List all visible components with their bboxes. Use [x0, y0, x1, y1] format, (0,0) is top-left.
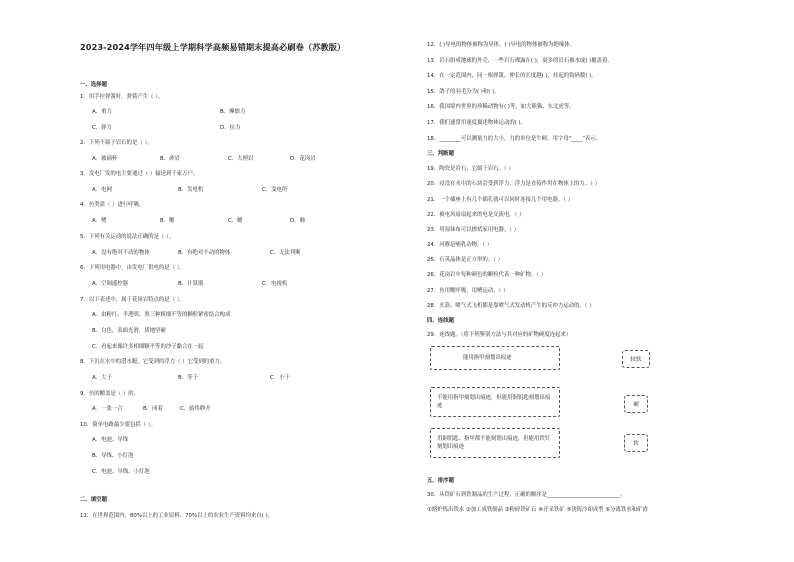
question: 9．鱼的鳃盖是（ ）的。 — [80, 391, 140, 397]
option: A．玻璃杯 — [92, 156, 118, 162]
section-heading: 五、排序题 — [427, 478, 454, 484]
question: 16．我国境内世界的珍稀动物有( )等，如大熊猫、东北虎等。 — [427, 104, 575, 110]
option: C．电池、导线、小灯泡 — [92, 469, 150, 475]
question: 27．鱼用鳃呼吸，用鳍运动。（ ） — [427, 288, 509, 294]
hardness-box-3 — [624, 434, 648, 452]
option: A．鳍 — [92, 218, 107, 224]
question: 11．在世界范围内，80%以上的工业原料、70%以上的农业生产资料均来自( )。 — [80, 513, 274, 519]
option: C．看起来像许多相细颗不等的沙子黏合在一起 — [92, 344, 204, 350]
option: A．一张一合 — [92, 406, 123, 412]
method-text: 用铜钥匙、指甲都不能刻划出痕迹，但能用铁钉刻划出痕迹 — [437, 436, 551, 450]
question: 6．下列用电器中，由发电厂供电的是（ ）。 — [80, 265, 185, 271]
option: C．变电所 — [262, 187, 288, 193]
question: 29．连线题。（将下列鉴别方法与其对应的矿物硬度连起来） — [427, 332, 572, 338]
hardness-box-2 — [624, 395, 648, 413]
option: C．无法判断 — [270, 250, 301, 256]
option: A．没有绝对不动的物体 — [92, 250, 150, 256]
option: B．发电机 — [178, 187, 204, 193]
option: C．小于 — [270, 375, 290, 381]
option: A．空调遥控器 — [92, 281, 129, 287]
section-heading: 四、连线题 — [427, 318, 454, 324]
option: B．闭着 — [143, 406, 163, 412]
question: 2．下列不属于岩石的是（ ）。 — [80, 140, 153, 146]
question: 10．简单电路最少要包括（ ）。 — [80, 422, 156, 428]
question: 24．河豚是哺乳动物。（ ） — [427, 242, 493, 248]
method-box-3 — [430, 428, 560, 458]
section-heading: 二、填空题 — [80, 497, 107, 503]
option: C．始终睁开 — [180, 406, 211, 412]
question: 7．以下表述中，属于花岗岩特点的是（ ）。 — [80, 297, 185, 303]
question: 15．鸽子的羽毛分为( )和( )。 — [427, 89, 500, 95]
hardness-box-1 — [622, 350, 650, 368]
section-heading: 三、判断题 — [427, 151, 454, 157]
option: A．由粉红、半透明、黑三种粗细不等的颗粒紧密结合构成 — [92, 312, 231, 318]
option: B．计算器 — [178, 281, 204, 287]
option: D．肺 — [290, 218, 305, 224]
hardness-label: 硬 — [633, 402, 639, 408]
option: A．重力 — [92, 109, 112, 115]
option: A．大于 — [92, 375, 112, 381]
question: 22．被电风扇扇起来的电是交流电。（ ） — [427, 212, 525, 218]
question: 18．________可以测量力的大小，力的单位是牛顿，用字母“____”表示。 — [427, 136, 602, 142]
option: D．拉力 — [220, 125, 241, 131]
question-steps: ①熔炉炼出铁水 ②加工成铁制品 ③粉碎铁矿石 ④开采铁矿 ⑤浇铸冷却成型 ⑥分离铁水和矿渣 — [427, 507, 648, 513]
question: 19．陶瓷是岩石，它属于岩石。（ ） — [427, 166, 514, 172]
option: A．电网 — [92, 187, 112, 193]
method-box-1 — [430, 346, 560, 370]
question: 14．在一定范围内，同一根弹簧，伸长的长度越( )，挂起的钩码数( )。 — [427, 73, 597, 79]
question: 13．岩石组成地球的外壳，一些岩石裸露在( )，更多的岩石被水或( )覆盖着。 — [427, 58, 613, 64]
method-text: 不能用指甲刻划出痕迹，但能用铜钥匙刻划出痕迹 — [437, 395, 551, 409]
option: B．白色，表面光滑，质地坚硬 — [92, 328, 166, 334]
option: B．导线、小灯泡 — [92, 453, 134, 459]
question: 20．浸没在水中的石块会受到浮力，浮力是直接作用在物体上的力。（ ） — [427, 181, 600, 187]
page-title: 2023-2024学年四年级上学期科学高频易错期末提高必刷卷（苏教版） — [80, 42, 346, 52]
option: B．有绝对不动的物体 — [178, 250, 231, 256]
question: 8．下沉在水中的潜水艇，它受到的浮力（ ）它受到的重力。 — [80, 359, 226, 365]
option: B．等于 — [178, 375, 198, 381]
question: 5．下列有关运动的说法正确的是（ ）。 — [80, 234, 175, 240]
option: B．摩擦力 — [220, 109, 246, 115]
question: 3．发电厂发的电主要通过（ ）输送到千家万户。 — [80, 171, 199, 177]
option: C．弹力 — [92, 125, 112, 131]
option: B．鳃 — [160, 218, 175, 224]
option: C．鳔 — [228, 218, 243, 224]
question: 12．( )导电的物体被称为导体，( )导电的物体被称为绝缘体。 — [427, 42, 576, 48]
section-heading: 一、选择题 — [80, 82, 107, 88]
option: C．大理岩 — [228, 156, 254, 162]
option: C．电视机 — [262, 281, 288, 287]
question: 21．一个插座上有几个插孔就可以同时连接几个用电器。（ ） — [427, 197, 574, 203]
option: D．花岗岩 — [290, 156, 316, 162]
method-text: 能用指甲刻划出痕迹 — [463, 355, 512, 361]
question: 25．石英晶体是正方形的。（ ） — [427, 257, 503, 263]
option: A．电池、导线 — [92, 437, 129, 443]
hardness-label: 较软 — [630, 357, 642, 363]
question: 30．从铁矿石到铁制品的生产过程，正确的顺序是___________________________。 — [427, 492, 626, 498]
question: 23．用湿抹布可以擦拭家用电器。（ ） — [427, 227, 520, 233]
question: 28．火箭、喷气式飞机都是靠喷气式发动机产生的反冲力运动的。（ ） — [427, 303, 595, 309]
question: 17．我们通常用速度描述物体运动的( )。 — [427, 120, 527, 126]
hardness-label: 软 — [633, 441, 639, 447]
option: B．砂岩 — [160, 156, 180, 162]
method-box-2 — [430, 387, 560, 417]
question: 4．鱼类靠（ ）进行呼吸。 — [80, 202, 145, 208]
question: 1．用手拉弹簧时，弹簧产生（ ）。 — [80, 94, 164, 100]
question: 26．花岗岩中每种颜色的颗粒代表一种矿物。（ ） — [427, 272, 547, 278]
